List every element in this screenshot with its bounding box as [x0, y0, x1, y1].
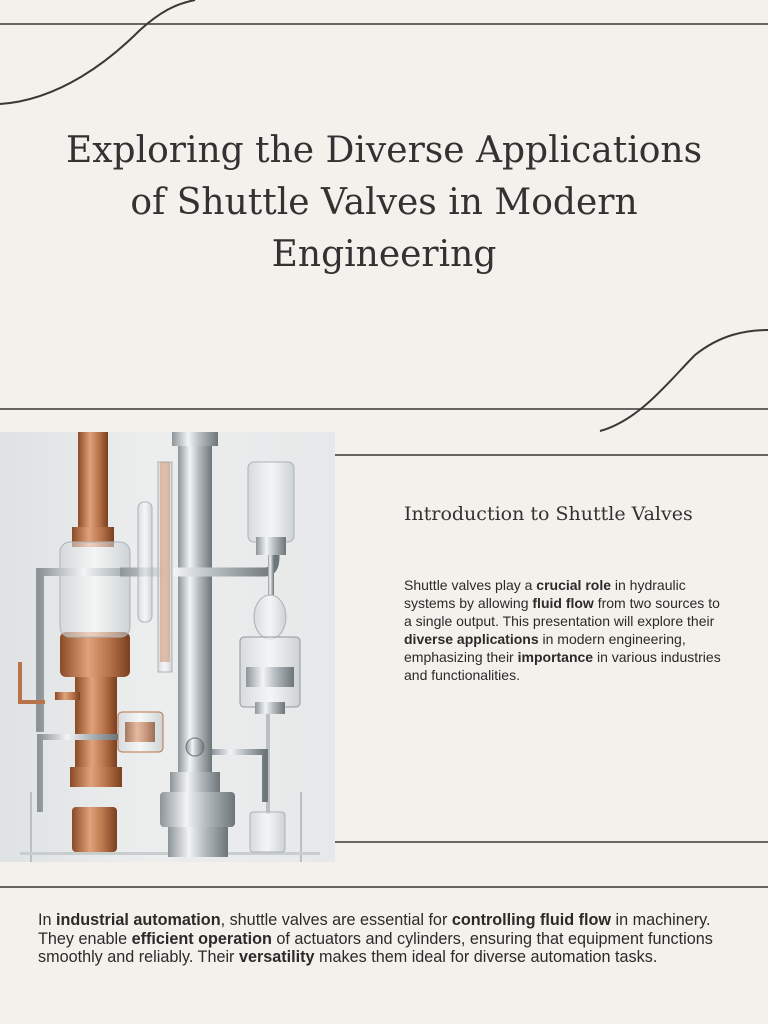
- emphasis-text: crucial role: [536, 577, 611, 593]
- body-text: , shuttle valves are essential for: [220, 911, 452, 929]
- body-text: from two sources to a single output. This presentation will explore their: [404, 595, 720, 629]
- emphasis-text: diverse applications: [404, 631, 539, 647]
- body-text: in machinery. They enable: [38, 911, 711, 948]
- title-section: [0, 0, 768, 410]
- body-text: in modern engineering, emphasizing their: [404, 631, 686, 665]
- body-text: in various industries and functionalities.: [404, 649, 721, 683]
- emphasis-text: importance: [517, 649, 594, 665]
- intro-paragraph: [404, 576, 724, 684]
- emphasis-text: industrial automation: [56, 911, 221, 929]
- emphasis-text: controlling fluid flow: [451, 911, 611, 929]
- page-title: Exploring the Diverse Applications of Shuttle Valves in Modern Engineering: [65, 130, 703, 275]
- body-text: Shuttle valves play a: [404, 577, 537, 593]
- shuttle-valve-apparatus-image: [0, 432, 335, 862]
- automation-paragraph: [38, 911, 738, 967]
- intro-heading: Introduction to Shuttle Valves: [404, 503, 693, 525]
- body-text: of actuators and cylinders, ensuring that equipment functions smoothly and reliably. Their: [38, 929, 713, 966]
- emphasis-text: versatility: [238, 948, 315, 966]
- emphasis-text: fluid flow: [532, 595, 594, 611]
- body-text: In: [38, 911, 56, 929]
- body-text: in hydraulic systems by allowing: [404, 577, 686, 611]
- apparatus-illustration: [0, 432, 335, 862]
- emphasis-text: efficient operation: [131, 929, 272, 948]
- body-text: makes them ideal for diverse automation tasks.: [314, 948, 658, 966]
